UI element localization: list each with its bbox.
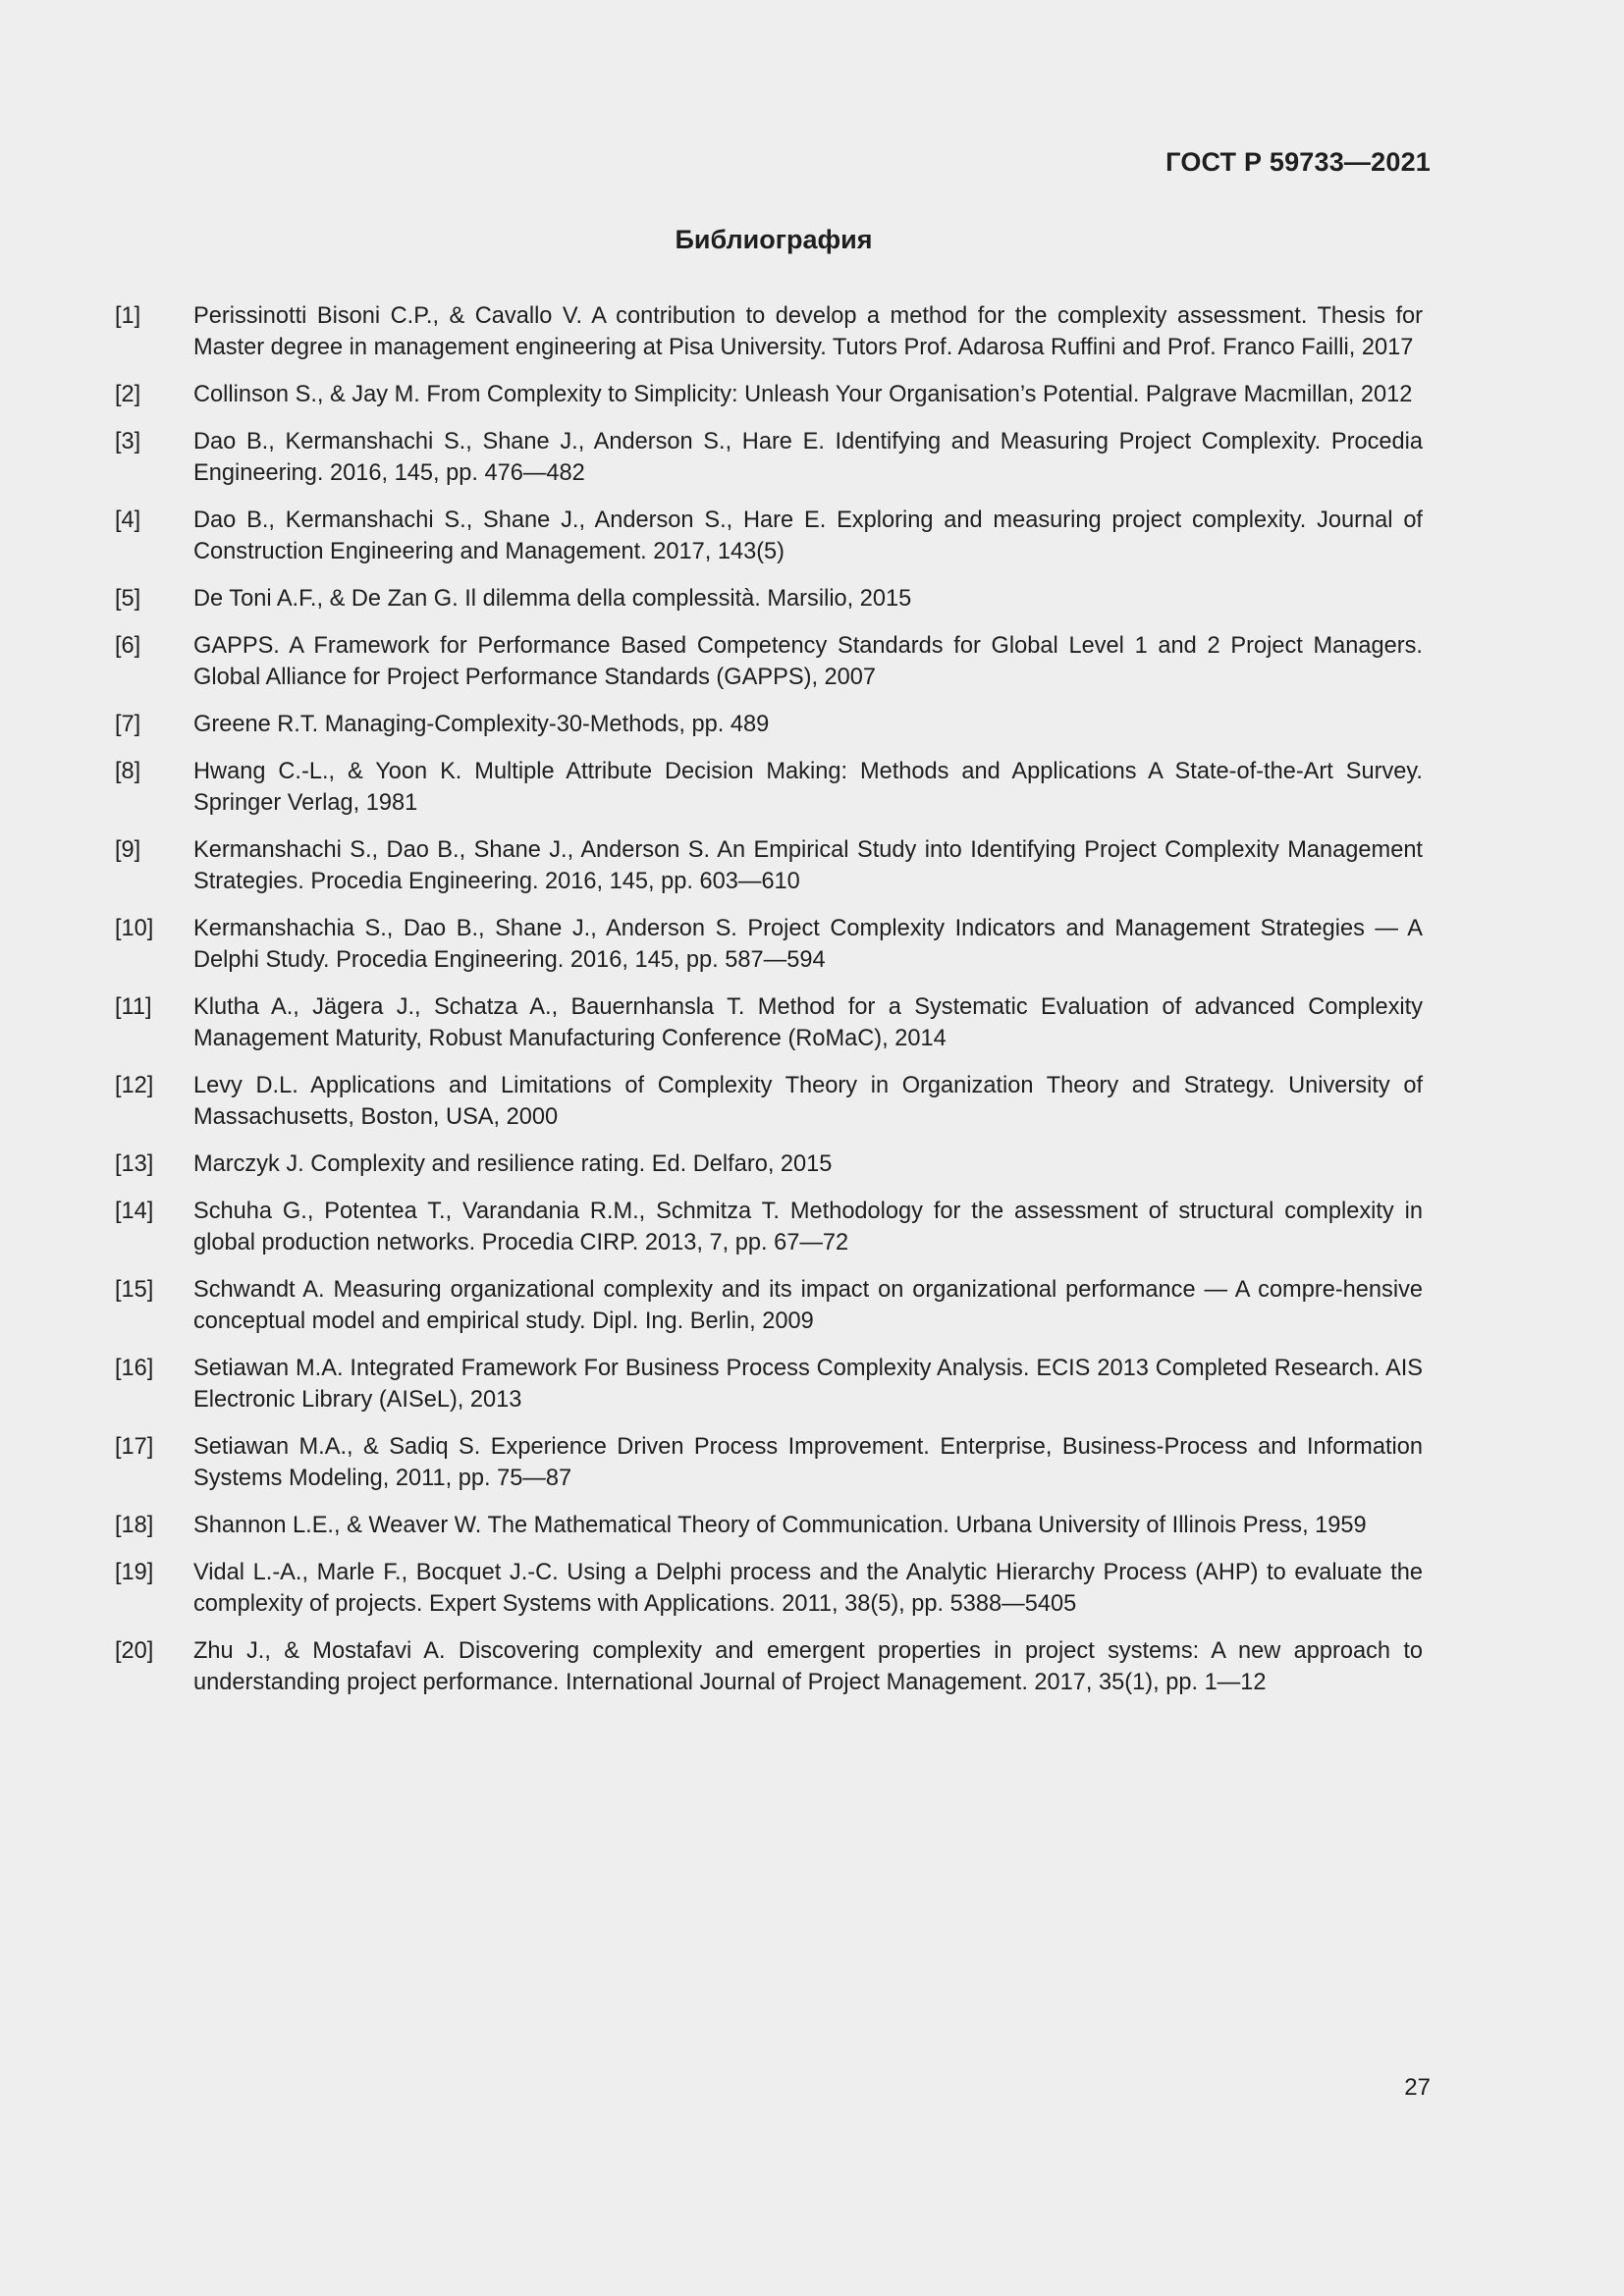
- reference-item: [115, 1431, 1423, 1494]
- reference-item: [115, 583, 1423, 614]
- reference-number: [9]: [115, 837, 141, 863]
- reference-number: [17]: [115, 1434, 154, 1460]
- reference-number: [2]: [115, 382, 141, 407]
- reference-item: [115, 630, 1423, 693]
- reference-number: [5]: [115, 586, 141, 612]
- reference-text: Schwandt A. Measuring organizational complexity and its impact on organizational performance — A compre-hensive conceptual model and empirical study. Dipl. Ing. Berlin, 2009: [193, 1277, 1423, 1334]
- reference-number: [11]: [115, 994, 152, 1020]
- document-code: ГОСТ Р 59733—2021: [1165, 147, 1431, 177]
- reference-text: Vidal L.-A., Marle F., Bocquet J.-C. Using a Delphi process and the Analytic Hierarchy Process (AHP) to evaluate the complexity of projects. Expert Systems with Applications. 2011, 38(5), pp. 5388—5405: [193, 1560, 1423, 1617]
- reference-number: [8]: [115, 759, 141, 784]
- reference-text: Setiawan M.A. Integrated Framework For Business Process Complexity Analysis. ECIS 2013 Completed Research. AIS Electronic Library (AISeL), 2013: [193, 1356, 1423, 1413]
- reference-number: [6]: [115, 633, 141, 659]
- reference-text: Collinson S., & Jay M. From Complexity to Simplicity: Unleash Your Organisation’s Potential. Palgrave Macmillan, 2012: [193, 382, 1413, 407]
- page-number: 27: [1404, 2074, 1431, 2101]
- reference-item: [115, 1070, 1423, 1133]
- reference-item: [115, 1148, 1423, 1180]
- reference-number: [13]: [115, 1151, 154, 1177]
- reference-number: [7]: [115, 712, 141, 737]
- reference-text: Hwang C.-L., & Yoon K. Multiple Attribute Decision Making: Methods and Applications A State-of-the-Art Survey. Springer Verlag, 1981: [193, 759, 1423, 816]
- reference-item: [115, 426, 1423, 489]
- bibliography-list: [115, 300, 1423, 1714]
- reference-number: [4]: [115, 507, 141, 533]
- reference-text: De Toni A.F., & De Zan G. Il dilemma della complessità. Marsilio, 2015: [193, 586, 912, 612]
- reference-text: Kermanshachi S., Dao B., Shane J., Anderson S. An Empirical Study into Identifying Project Complexity Management Strategies. Procedia Engineering. 2016, 145, pp. 603—610: [193, 837, 1423, 894]
- reference-number: [16]: [115, 1356, 154, 1381]
- reference-item: [115, 379, 1423, 410]
- reference-number: [10]: [115, 916, 154, 941]
- reference-item: [115, 1274, 1423, 1337]
- reference-item: [115, 913, 1423, 976]
- reference-text: Marczyk J. Complexity and resilience rating. Ed. Delfaro, 2015: [193, 1151, 833, 1177]
- reference-item: [115, 1353, 1423, 1415]
- reference-text: Kermanshachia S., Dao B., Shane J., Anderson S. Project Complexity Indicators and Management Strategies — A Delphi Study. Procedia Engineering. 2016, 145, pp. 587—594: [193, 916, 1423, 973]
- reference-item: [115, 991, 1423, 1054]
- reference-item: [115, 1635, 1423, 1698]
- reference-text: Shannon L.E., & Weaver W. The Mathematical Theory of Communication. Urbana University of Illinois Press, 1959: [193, 1513, 1367, 1538]
- reference-number: [12]: [115, 1073, 154, 1098]
- reference-text: Greene R.T. Managing-Complexity-30-Methods, pp. 489: [193, 712, 770, 737]
- reference-item: [115, 834, 1423, 897]
- reference-text: Zhu J., & Mostafavi A. Discovering complexity and emergent properties in project systems: A new approach to understanding project performance. International Journal of Project Management. 2017, 35(1), pp. 1—12: [193, 1638, 1423, 1695]
- reference-item: [115, 1557, 1423, 1620]
- reference-text: GAPPS. A Framework for Performance Based Competency Standards for Global Level 1 and 2 Project Managers. Global Alliance for Project Performance Standards (GAPPS), 2007: [193, 633, 1423, 690]
- reference-text: Dao B., Kermanshachi S., Shane J., Anderson S., Hare E. Identifying and Measuring Project Complexity. Procedia Engineering. 2016, 145, pp. 476—482: [193, 429, 1423, 486]
- reference-number: [19]: [115, 1560, 154, 1585]
- reference-number: [20]: [115, 1638, 154, 1664]
- reference-number: [18]: [115, 1513, 154, 1538]
- reference-text: Schuha G., Potentea T., Varandania R.M., Schmitza T. Methodology for the assessment of structural complexity in global production networks. Procedia CIRP. 2013, 7, pp. 67—72: [193, 1199, 1423, 1255]
- reference-item: [115, 300, 1423, 363]
- reference-item: [115, 1510, 1423, 1541]
- reference-item: [115, 505, 1423, 567]
- reference-item: [115, 709, 1423, 740]
- reference-number: [1]: [115, 303, 141, 329]
- reference-text: Dao B., Kermanshachi S., Shane J., Anderson S., Hare E. Exploring and measuring project complexity. Journal of Construction Engineering and Management. 2017, 143(5): [193, 507, 1423, 564]
- reference-text: Klutha A., Jägera J., Schatza A., Bauernhansla T. Method for a Systematic Evaluation of advanced Complexity Management Maturity, Robust Manufacturing Conference (RoMaC), 2014: [193, 994, 1423, 1051]
- reference-number: [3]: [115, 429, 141, 454]
- reference-item: [115, 1196, 1423, 1258]
- reference-text: Setiawan M.A., & Sadiq S. Experience Driven Process Improvement. Enterprise, Business-Process and Information Systems Modeling, 2011, pp. 75—87: [193, 1434, 1423, 1491]
- bibliography-title: Библиография: [675, 225, 873, 254]
- reference-text: Perissinotti Bisoni C.P., & Cavallo V. A contribution to develop a method for the complexity assessment. Thesis for Master degree in management engineering at Pisa University. Tutors Prof. Adarosa Ruffini and Prof. Franco Failli, 2017: [193, 303, 1423, 360]
- reference-number: [15]: [115, 1277, 154, 1303]
- reference-text: Levy D.L. Applications and Limitations of Complexity Theory in Organization Theory and Strategy. University of Massachusetts, Boston, USA, 2000: [193, 1073, 1423, 1130]
- reference-number: [14]: [115, 1199, 154, 1224]
- reference-item: [115, 756, 1423, 819]
